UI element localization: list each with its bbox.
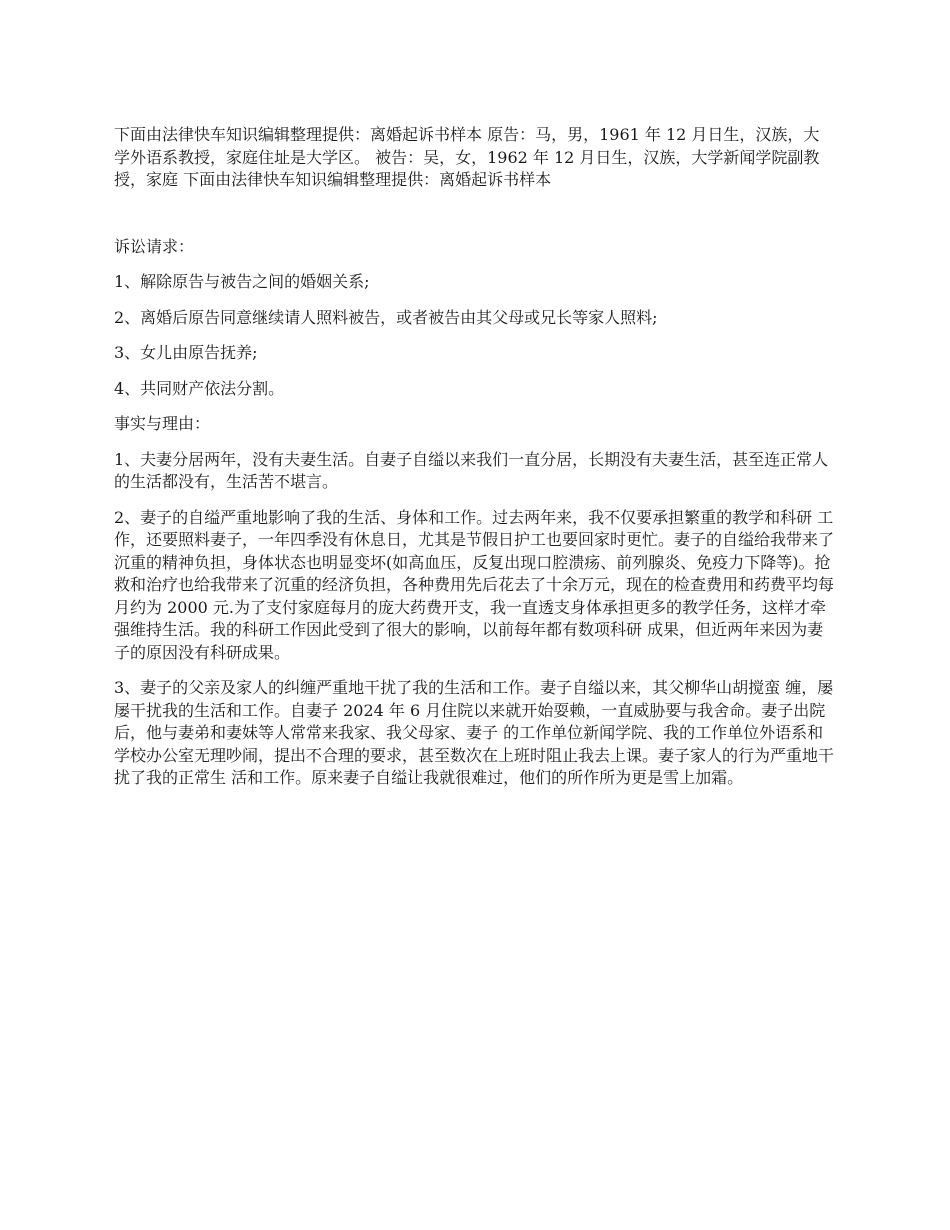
intro-paragraph: 下面由法律快车知识编辑整理提供：离婚起诉书样本 原告：马，男，1961 年 12 月日生，汉族，大学外语系教授，家庭住址是大学区。 被告：吴，女，1962 年 12 月日生，汉族，大学新闻学院副教授，家庭 下面由法律快车知识编辑整理提供：离婚起诉书样本 — [114, 125, 820, 189]
facts-heading: 事实与理由： — [114, 414, 211, 433]
fact-paragraph-3: 3、妻子的父亲及家人的纠缠严重地干扰了我的生活和工作。妻子自缢以来，其父柳华山胡搅蛮 缠，屡屡干扰我的生活和工作。自妻子 2024 年 6 月住院以来就开始耍赖，一直威胁要与我舍命。妻子出院后，他与妻弟和妻妹等人常常来我家、我父母家、妻子 的工作单位新闻学院、我的工作单位外语系和学校办公室无理吵闹，提出不合理的要求，甚至数次在上班时阻止我去上课。妻子家人的行为严重地干扰了我的正常生 活和工作。原来妻子自缢让我就很难过，他们的所作所为更是雪上加霜。 — [114, 678, 835, 787]
claim-item-1: 1、解除原告与被告之间的婚姻关系; — [114, 272, 370, 291]
claim-item-2: 2、离婚后原告同意继续请人照料被告，或者被告由其父母或兄长等家人照料; — [114, 307, 658, 327]
document-body — [114, 124, 834, 803]
fact-paragraph-1: 1、夫妻分居两年，没有夫妻生活。自妻子自缢以来我们一直分居，长期没有夫妻生活，甚至连正常人的生活都没有，生活苦不堪言。 — [114, 449, 829, 491]
fact-paragraph-2: 2、妻子的自缢严重地影响了我的生活、身体和工作。过去两年来，我不仅要承担繁重的教学和科研 工作，还要照料妻子，一年四季没有休息日，尤其是节假日护工也要回家时更忙。妻子的自缢给我带来了沉重的精神负担，身体状态也明显变坏(如高血压，反复出现口腔溃疡、前列腺炎、免疫力下降等)。抢救和治疗也给我带来了沉重的经济负担，各种费用先后花去了十余万元，现在的检查费用和药费平均每月约为 2000 元.为了支付家庭每月的庞大药费开支，我一直透支身体承担更多的教学任务，这样才牵强维持生活。我的科研工作因此受到了很大的影响，以前每年都有数项科研 成果，但近两年来因为妻子的原因没有科研成果。 — [114, 507, 835, 662]
claims-heading: 诉讼请求： — [114, 236, 195, 256]
claim-item-3: 3、女儿由原告抚养; — [114, 343, 258, 362]
claim-item-4: 4、共同财产依法分割。 — [114, 378, 285, 398]
section-spacer — [114, 192, 834, 236]
